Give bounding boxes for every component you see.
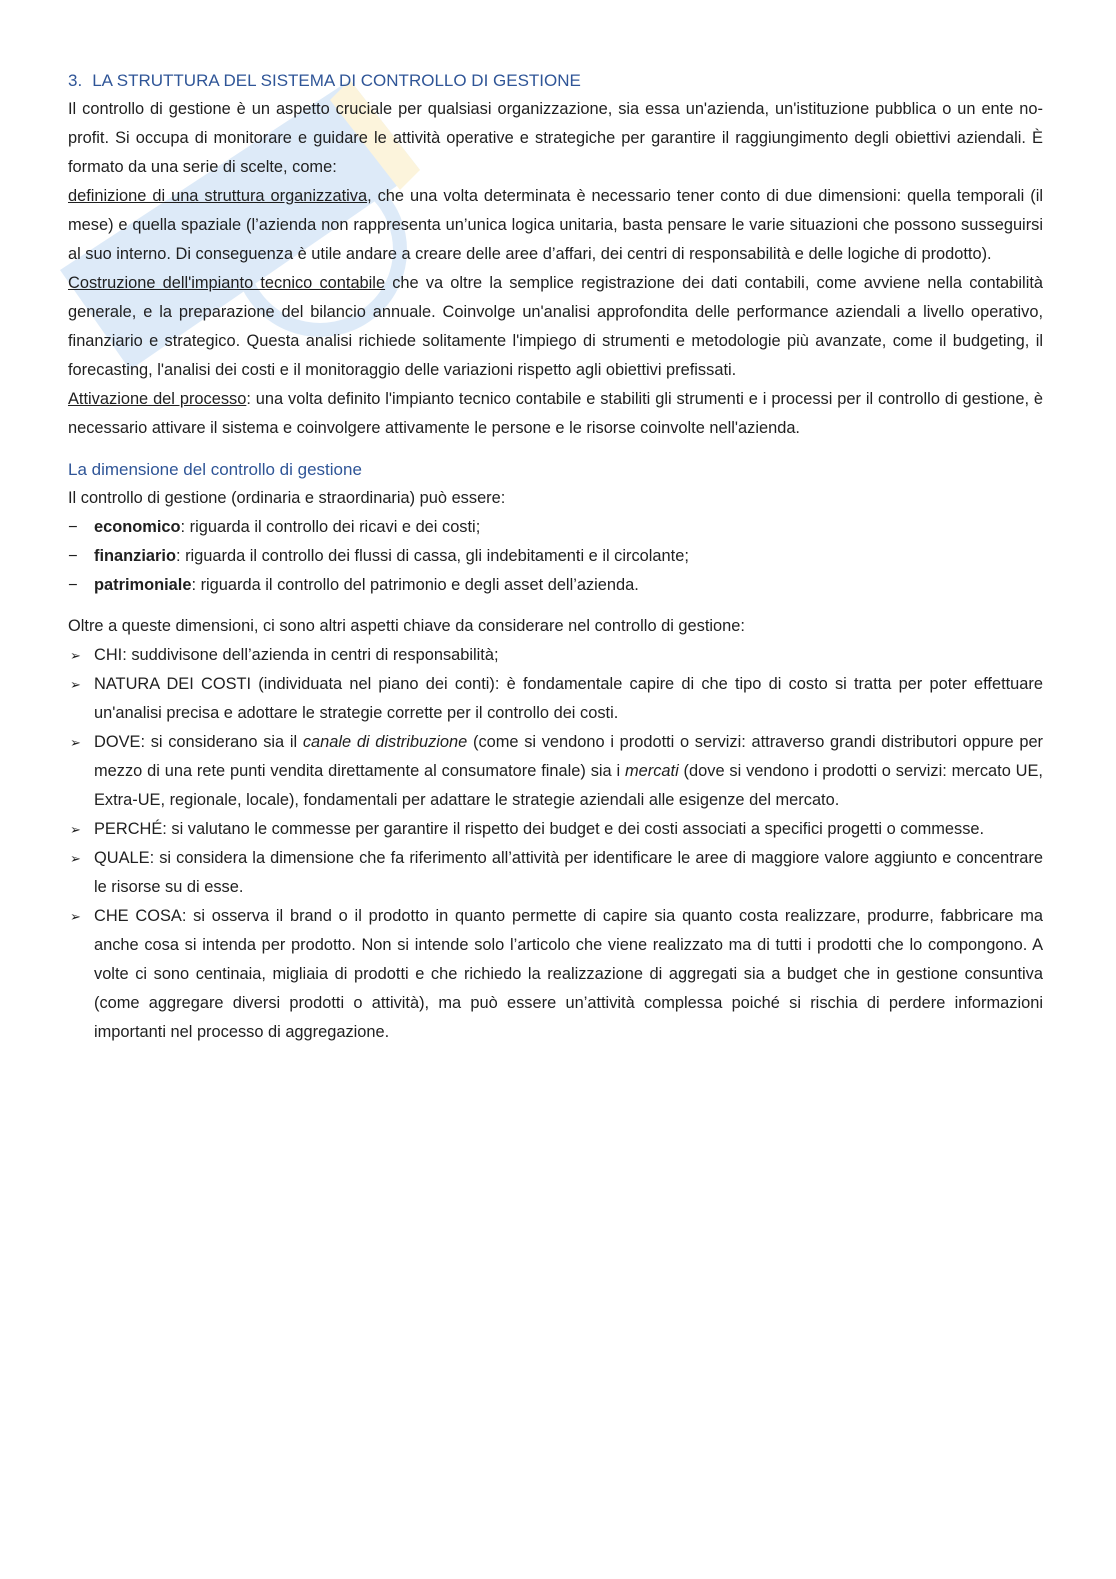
aspect-item <box>68 641 1043 670</box>
aspect-item <box>68 670 1043 728</box>
arrow-bullet-icon: ➢ <box>70 851 81 866</box>
choice-paragraph <box>68 269 1043 385</box>
dimension-item <box>68 542 1043 571</box>
aspect-text: DOVE: si considerano sia il <box>94 733 303 751</box>
dimension-item <box>68 571 1043 600</box>
dimension-text: : riguarda il controllo dei flussi di cassa, gli indebitamenti e il circolante; <box>175 547 689 565</box>
aspect-item <box>68 815 1043 844</box>
intro-paragraph: Il controllo di gestione è un aspetto cruciale per qualsiasi organizzazione, sia essa un'azienda, un'istituzione pubblica o un ente no-profit. Si occupa di monitorare e guidare le attività operative e strategiche per garantire il raggiungimento degli obiettivi aziendali. È formato da una serie di scelte, come: <box>68 100 1043 176</box>
section-heading <box>68 66 1043 95</box>
aspect-item <box>68 902 1043 1047</box>
choice-paragraph <box>68 385 1043 443</box>
document-page <box>68 66 1043 1047</box>
choice-term: Attivazione del processo <box>68 390 247 408</box>
subheading: La dimensione del controllo di gestione <box>68 460 362 479</box>
dimension-intro: Il controllo di gestione (ordinaria e straordinaria) può essere: <box>68 489 506 507</box>
aspect-text: (come si vendono i prodotti o servizi: attraverso grandi distributori oppure per mezzo di una rete punti vendita direttamente al consumatore finale) sia i <box>94 733 1044 780</box>
choice-paragraph <box>68 182 1043 269</box>
dash-marker: − <box>68 547 78 565</box>
choices-block <box>68 182 1043 443</box>
dimension-term: finanziario <box>94 547 176 565</box>
aspect-text: PERCHÉ: si valutano le commesse per garantire il rispetto dei budget e dei costi associati a specifici progetti o commesse. <box>94 820 985 838</box>
dash-marker: − <box>68 576 78 594</box>
aspect-text: QUALE: si considera la dimensione che fa riferimento all’attività per identificare le aree di maggiore valore aggiunto e concentrare le risorse su di esse. <box>94 849 1043 896</box>
section-number: 3. <box>68 71 83 90</box>
arrow-bullet-icon: ➢ <box>70 822 81 837</box>
dimension-term: economico <box>94 518 181 536</box>
aspect-list <box>68 641 1043 1047</box>
arrow-bullet-icon: ➢ <box>70 677 81 692</box>
aspect-italic: mercati <box>624 762 679 780</box>
aspect-text: CHE COSA: si osserva il brand o il prodotto in quanto permette di capire sia quanto costa realizzare, produrre, fabbricare ma anche cosa si intenda per prodotto. Non si intende solo l’articolo che viene realizzato ma di tutti i prodotti che lo compongono. A volte ci sono centinaia, migliaia di prodotti e che richiedo la realizzazione di aggregati sia a budget che in gestione consuntiva (come aggregare diversi prodotti o attività), ma può essere un’attività complessa poiché si rischia di perdere informazioni importanti nel processo di aggregazione. <box>94 907 1043 1041</box>
aspect-item <box>68 728 1043 815</box>
dimension-text: : riguarda il controllo dei ricavi e dei costi; <box>180 518 481 536</box>
dimension-text: : riguarda il controllo del patrimonio e degli asset dell’azienda. <box>191 576 639 594</box>
choice-term: Costruzione dell'impianto tecnico contabile <box>68 274 386 292</box>
arrow-bullet-icon: ➢ <box>70 648 81 663</box>
dimension-term: patrimoniale <box>94 576 192 594</box>
dash-marker: − <box>68 518 78 536</box>
dimension-list <box>68 513 1043 600</box>
dimension-item <box>68 513 1043 542</box>
section-title: LA STRUTTURA DEL SISTEMA DI CONTROLLO DI GESTIONE <box>92 71 581 90</box>
aspect-text: CHI: suddivisone dell’azienda in centri di responsabilità; <box>94 646 499 664</box>
choice-text: , che una volta determinata è necessario tener conto di due dimensioni: quella temporali (il mese) e quella spaziale (l’azienda non rappresenta un’unica logica unitaria, basta pensare le varie situazioni che possono susseguirsi al suo interno. Di conseguenza è utile andare a creare delle aree d’affari, dei centri di responsabilità e delle logiche di prodotto). <box>68 187 1043 263</box>
aspect-italic: canale di distribuzione <box>302 733 468 751</box>
arrow-bullet-icon: ➢ <box>70 909 81 924</box>
choice-term: definizione di una struttura organizzativa <box>68 187 368 205</box>
choice-text: : una volta definito l'impianto tecnico contabile e stabiliti gli strumenti e i processi per il controllo di gestione, è necessario attivare il sistema e coinvolgere attivamente le persone e le risorse coinvolte nell'azienda. <box>68 390 1044 437</box>
aspect-text: (dove si vendono i prodotti o servizi: mercato UE, Extra-UE, regionale, locale), fondamentali per adattare le strategie aziendali alle esigenze del mercato. <box>94 762 1043 809</box>
choice-text: che va oltre la semplice registrazione dei dati contabili, come avviene nella contabilità generale, e la preparazione del bilancio annuale. Coinvolge un'analisi approfondita delle performance aziendali a livello operativo, finanziario e strategico. Questa analisi richiede solitamente l'impiego di strumenti e metodologie più avanzate, come il budgeting, il forecasting, l'analisi dei costi e il monitoraggio delle variazioni rispetto agli obiettivi prefissati. <box>68 274 1044 379</box>
arrow-bullet-icon: ➢ <box>70 735 81 750</box>
aspects-intro: Oltre a queste dimensioni, ci sono altri aspetti chiave da considerare nel controllo di gestione: <box>68 617 745 635</box>
aspect-text: NATURA DEI COSTI (individuata nel piano dei conti): è fondamentale capire di che tipo di costo si tratta per poter effettuare un'analisi precisa e adottare le strategie corrette per il controllo dei costi. <box>94 675 1043 722</box>
aspect-item <box>68 844 1043 902</box>
